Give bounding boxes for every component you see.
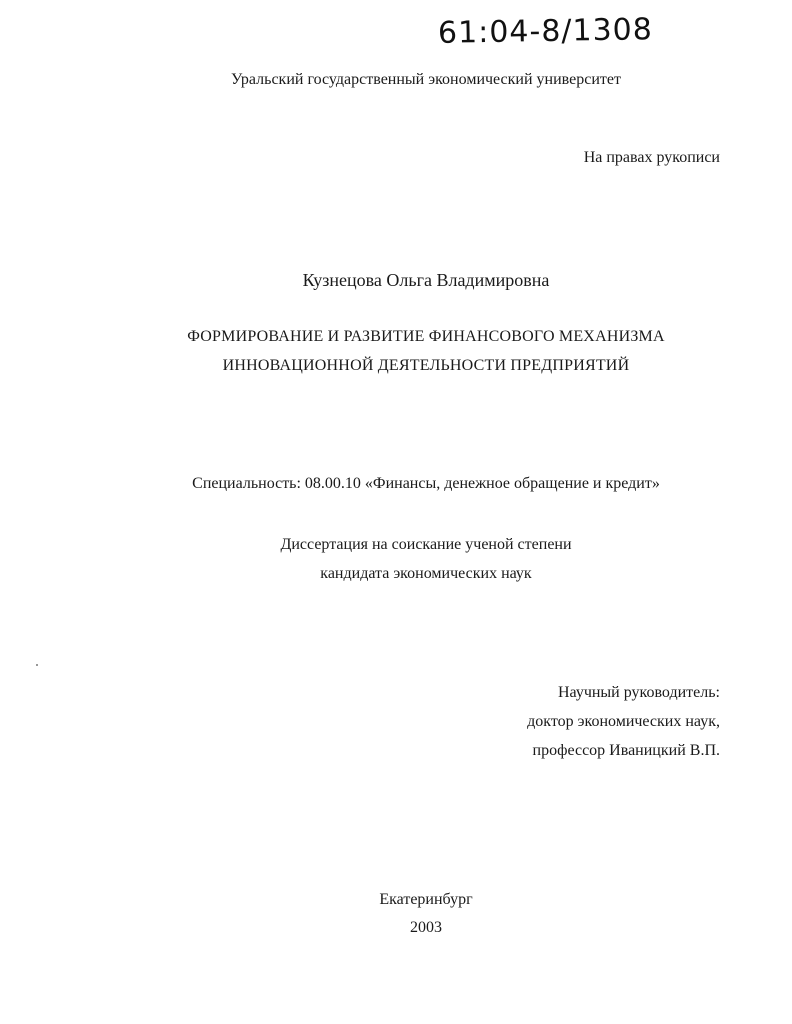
- archive-code-handwritten: 61:04-8/1308: [437, 12, 654, 51]
- degree-line-1: Диссертация на соискание ученой степени: [280, 536, 572, 553]
- supervisor-degree: доктор экономических наук,: [527, 713, 720, 730]
- thesis-title-line-1: ФОРМИРОВАНИЕ И РАЗВИТИЕ ФИНАНСОВОГО МЕХАНИЗМА: [187, 328, 665, 345]
- manuscript-note: На правах рукописи: [583, 149, 720, 166]
- scan-speck: [36, 664, 38, 666]
- supervisor-label: Научный руководитель:: [557, 684, 720, 701]
- thesis-title-line-2: ИННОВАЦИОННОЙ ДЕЯТЕЛЬНОСТИ ПРЕДПРИЯТИЙ: [222, 357, 630, 374]
- university-name: Уральский государственный экономический университет: [231, 71, 621, 88]
- year: 2003: [410, 919, 442, 936]
- specialty-line: Специальность: 08.00.10 «Финансы, денежное обращение и кредит»: [192, 475, 660, 492]
- city: Екатеринбург: [379, 891, 473, 908]
- author-name: Кузнецова Ольга Владимировна: [302, 270, 550, 290]
- supervisor-name: профессор Иваницкий В.П.: [532, 742, 720, 759]
- degree-line-2: кандидата экономических наук: [320, 565, 532, 582]
